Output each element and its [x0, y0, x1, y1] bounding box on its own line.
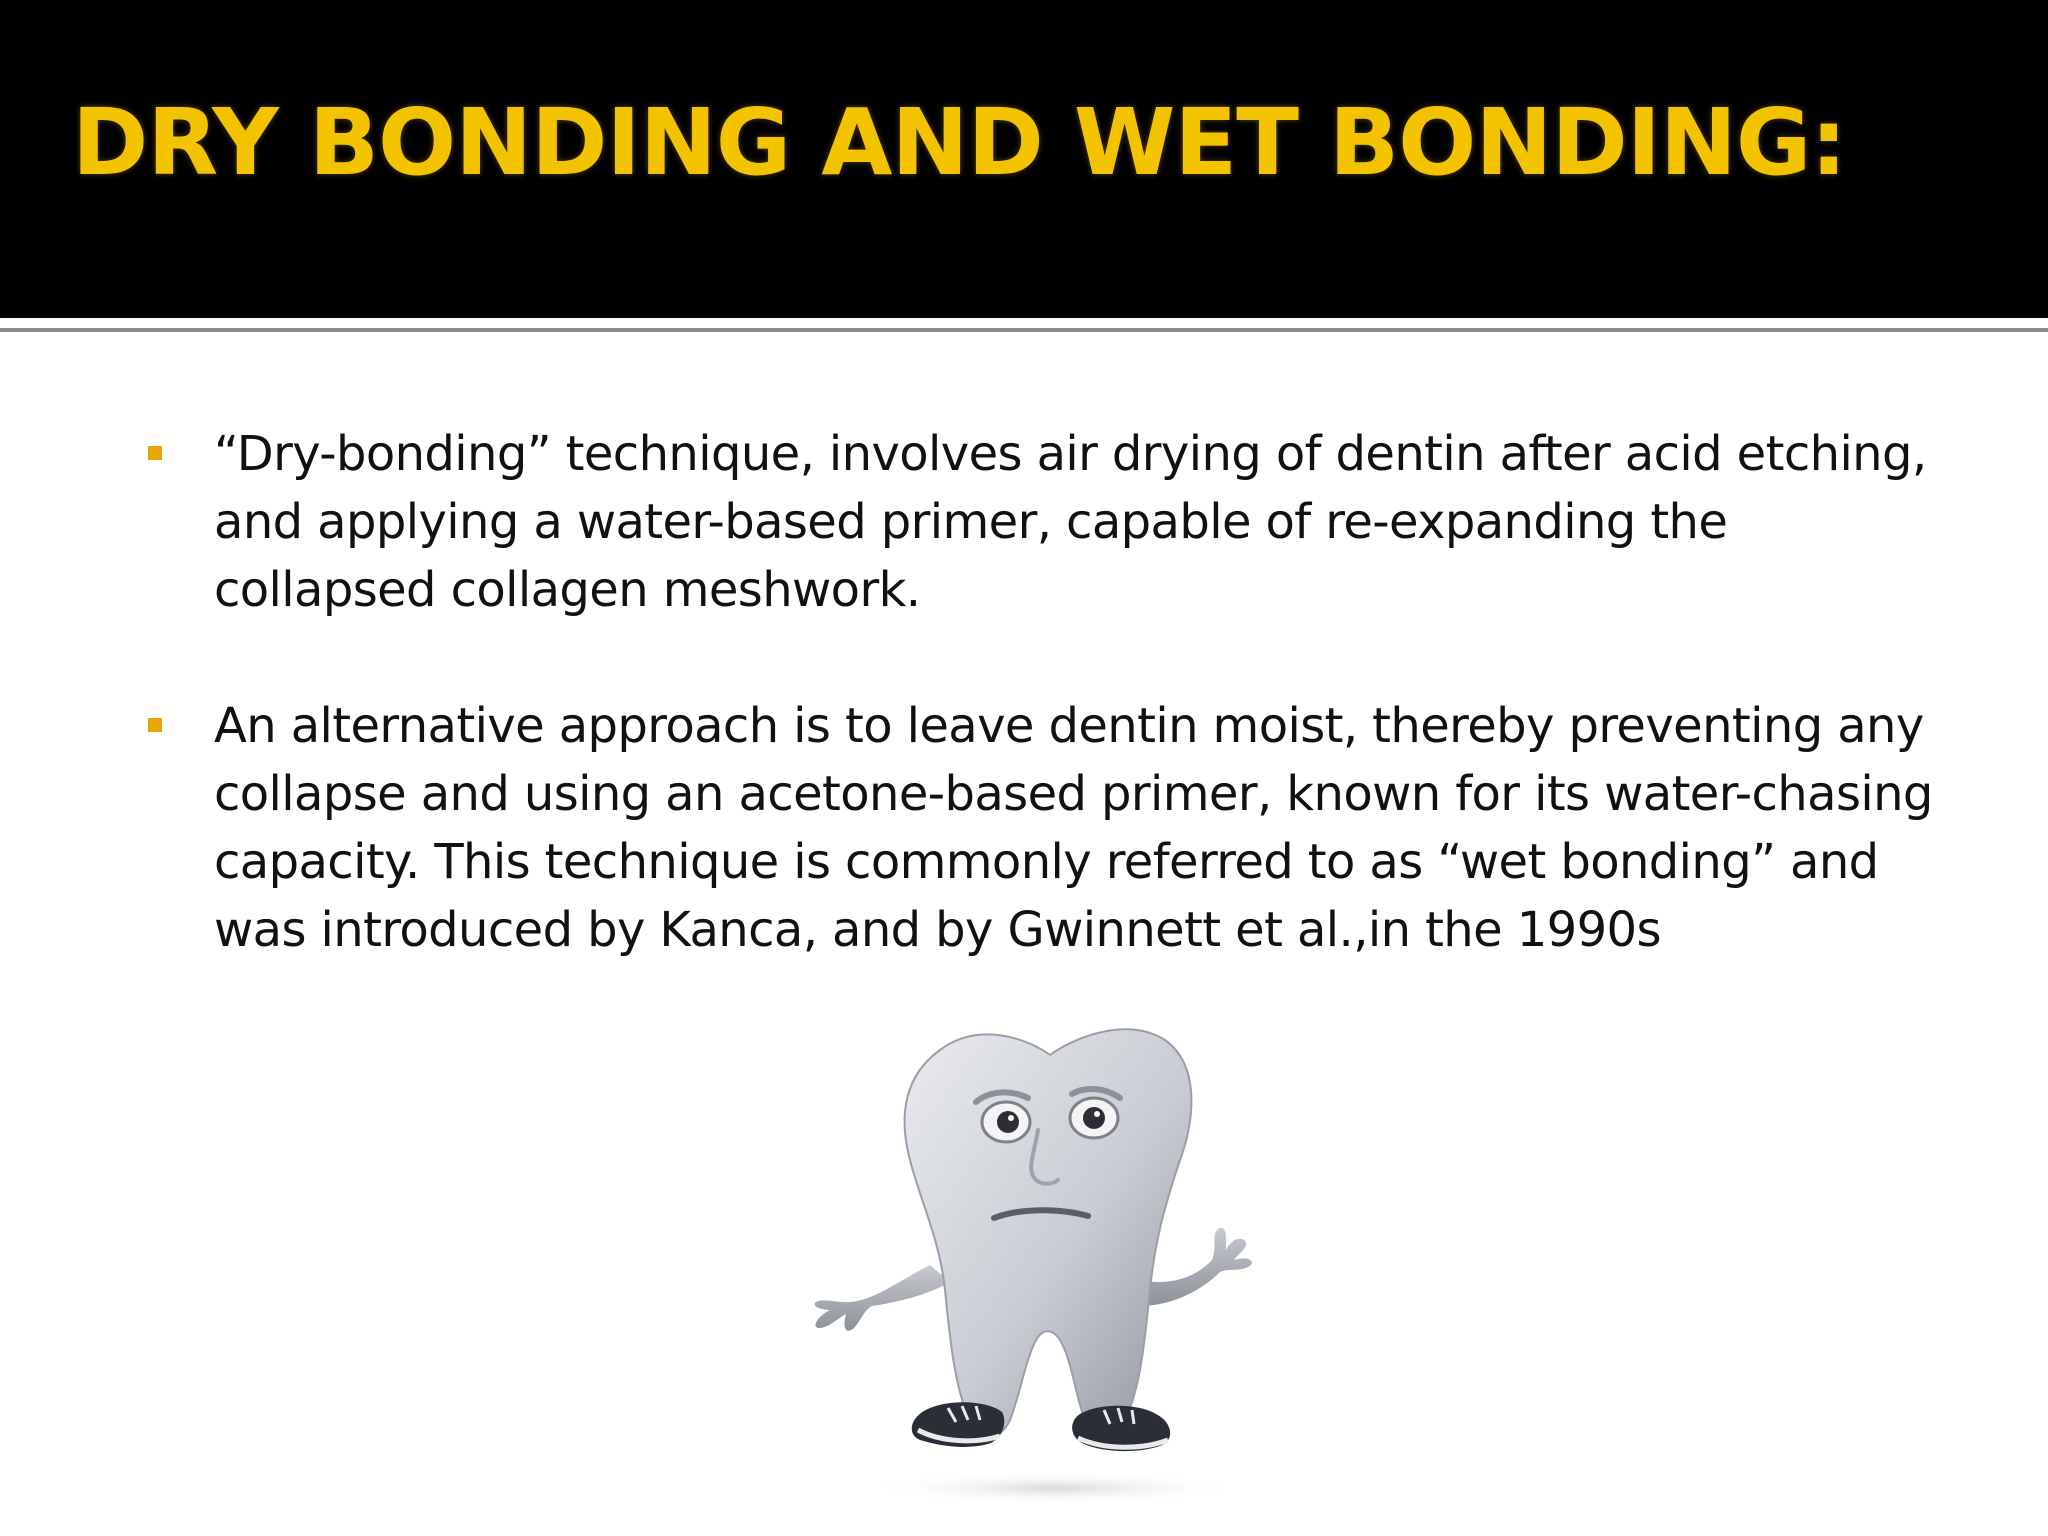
slide-title: DRY BONDING AND WET BONDING:: [72, 89, 1847, 196]
bullet-list: [140, 420, 1940, 1032]
divider-dark: [0, 328, 2048, 332]
bullet-text: An alternative approach is to leave dentin moist, thereby preventing any collapse and using an acetone-based primer, known for its water-chasing capacity. This technique is commonly referred to as “wet bonding” and was introduced by Kanca, and by Gwinnett et al.,in the 1990s: [214, 698, 1933, 958]
tooth-character-icon: [780, 1010, 1320, 1510]
square-bullet-icon: [148, 718, 162, 732]
divider-light: [0, 318, 2048, 324]
title-band: [0, 0, 2048, 318]
bullet-item-dry-bonding: [140, 420, 1940, 624]
square-bullet-icon: [148, 446, 162, 460]
bullet-item-wet-bonding: [140, 692, 1940, 964]
bullet-text: “Dry-bonding” technique, involves air drying of dentin after acid etching, and applying a water-based primer, capable of re-expanding the collapsed collagen meshwork.: [214, 426, 1927, 618]
